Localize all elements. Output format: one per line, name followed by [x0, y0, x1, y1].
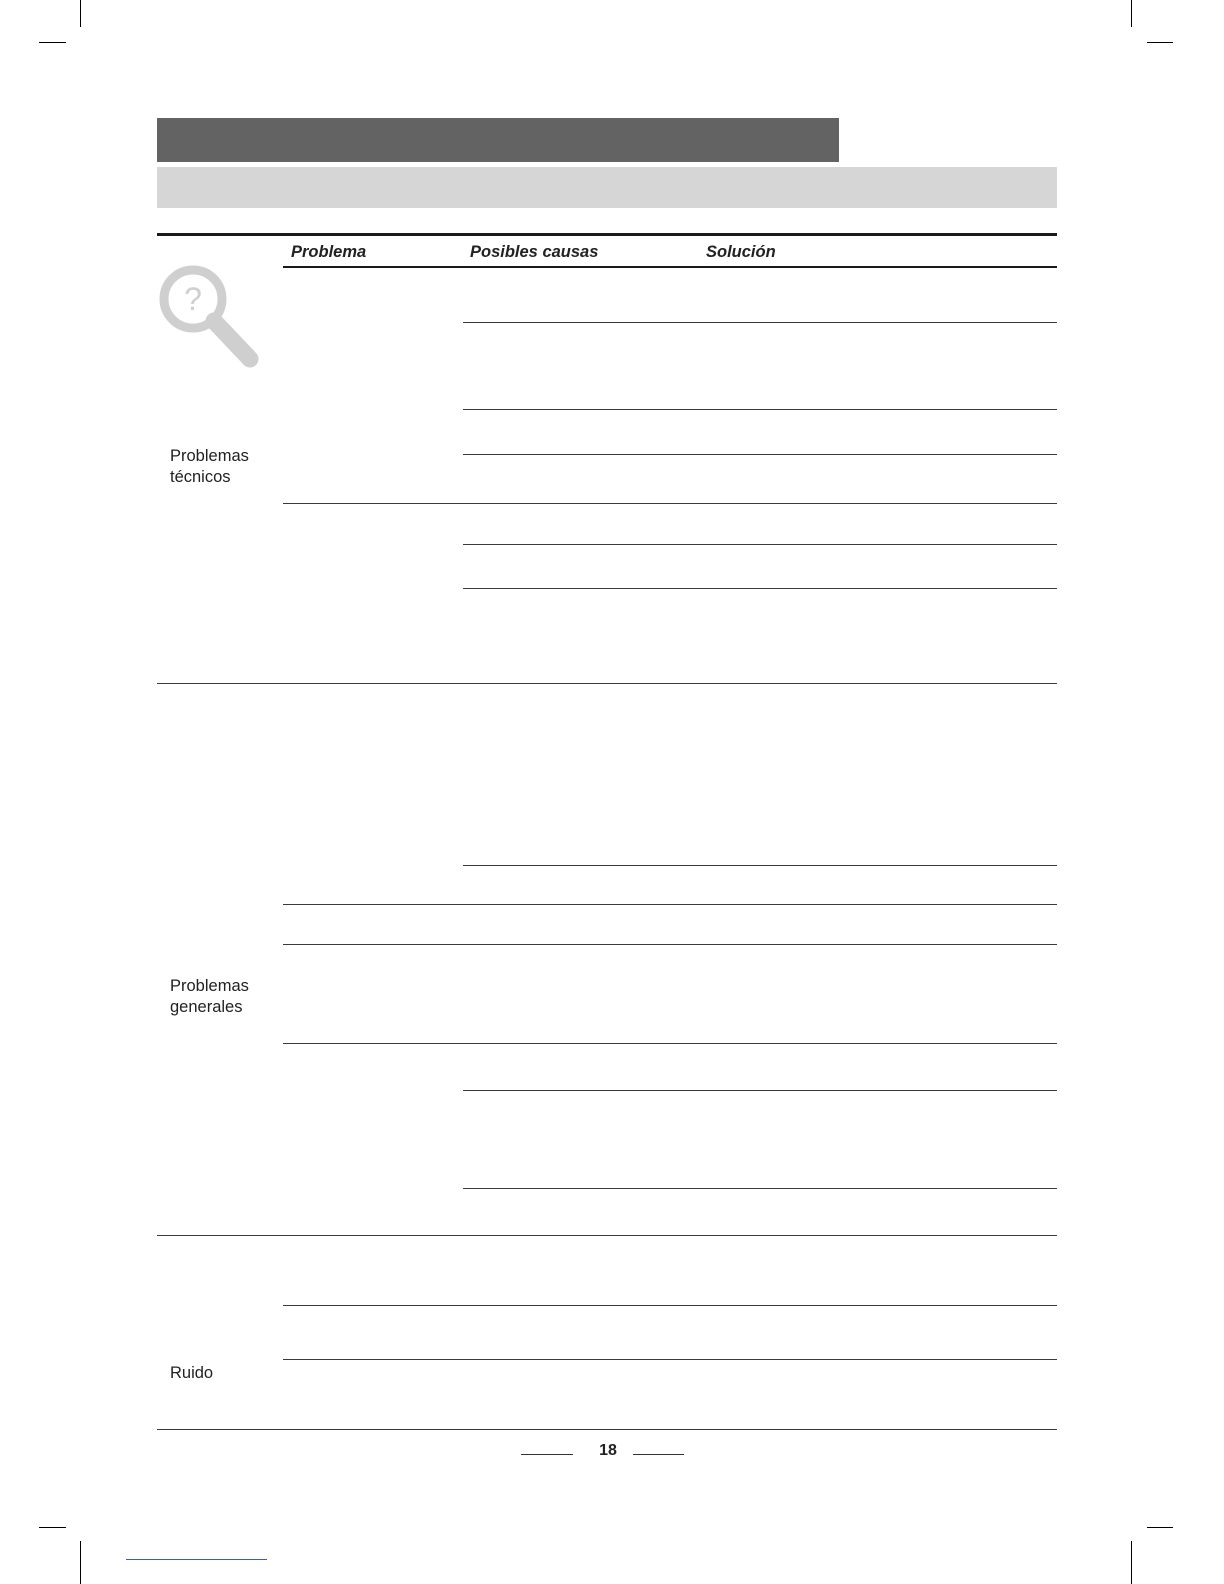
- table-bottom-rule: [157, 1429, 1057, 1430]
- page-number: 18: [599, 1442, 617, 1459]
- cause-divider: [463, 544, 1057, 545]
- problem-divider: [283, 1305, 1057, 1306]
- problem-divider: [283, 503, 1057, 504]
- problem-divider: [283, 1359, 1057, 1360]
- column-header-causes: Posibles causas: [470, 243, 599, 261]
- problem-divider: [283, 1043, 1057, 1044]
- column-header-solution: Solución: [706, 243, 776, 261]
- cause-divider: [463, 1090, 1057, 1091]
- problem-divider: [283, 904, 1057, 905]
- cause-divider: [463, 1188, 1057, 1189]
- section-subtitle-band: [157, 167, 1057, 208]
- header-bottom-rule: [283, 266, 1057, 268]
- bottom-link-line: [126, 1559, 267, 1560]
- section-divider: [157, 683, 1057, 684]
- column-header-problem: Problema: [291, 243, 367, 261]
- crop-mark: [1147, 1527, 1173, 1528]
- crop-mark: [1147, 42, 1173, 43]
- cause-divider: [463, 409, 1057, 410]
- table-top-rule: [157, 233, 1057, 236]
- svg-text:?: ?: [184, 281, 202, 317]
- category-technical-problems: Problemas técnicos: [170, 447, 249, 486]
- crop-mark: [1131, 1541, 1132, 1584]
- problem-divider: [283, 944, 1057, 945]
- cause-divider: [463, 322, 1057, 323]
- section-divider: [157, 1235, 1057, 1236]
- crop-mark: [80, 0, 81, 27]
- category-noise: Ruido: [170, 1364, 214, 1382]
- crop-mark: [39, 1527, 66, 1528]
- crop-mark: [80, 1541, 81, 1584]
- magnifier-question-icon: [156, 258, 262, 370]
- crop-mark: [1131, 0, 1132, 27]
- cause-divider: [463, 588, 1057, 589]
- page-number-dash-left: [521, 1454, 573, 1455]
- cause-divider: [463, 454, 1057, 455]
- cause-divider: [463, 865, 1057, 866]
- page-number-dash-right: [633, 1454, 684, 1455]
- crop-mark: [39, 42, 66, 43]
- category-general-problems: Problemas generales: [170, 977, 249, 1016]
- section-title-band: [157, 118, 839, 162]
